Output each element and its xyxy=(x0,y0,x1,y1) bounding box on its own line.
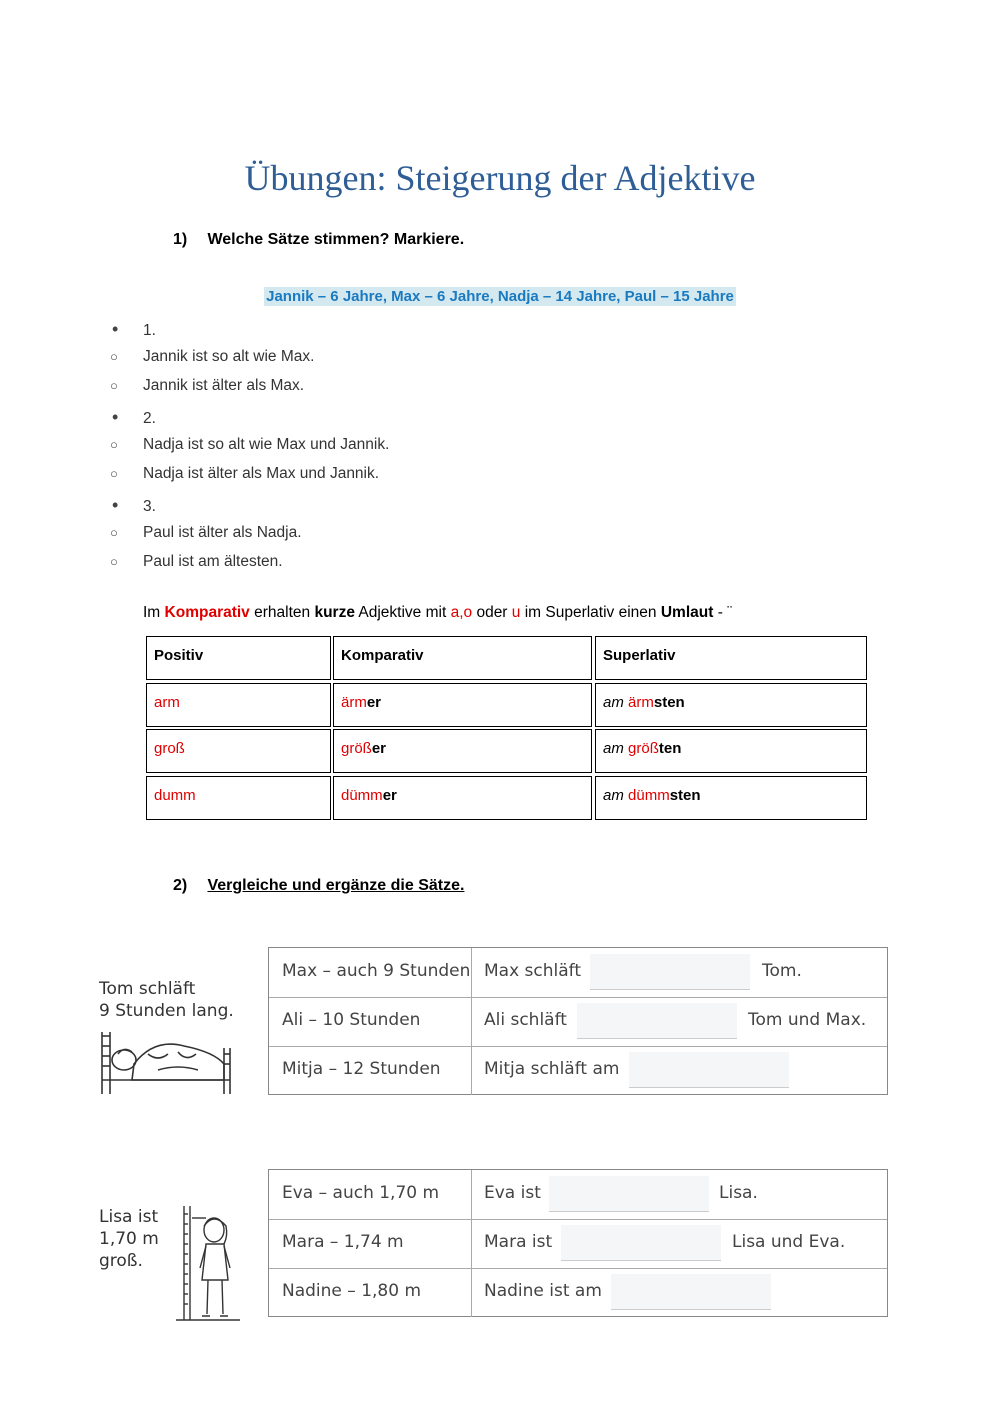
ending: er xyxy=(371,740,387,757)
task-2-heading xyxy=(173,877,464,895)
rule-keyword: Komparativ xyxy=(164,604,250,621)
fact-cell: Max – auch 9 Stunden xyxy=(269,948,472,997)
sentence-start: Ali schläft xyxy=(484,1010,567,1030)
page-title: Übungen: Steigerung der Adjektive xyxy=(244,158,756,198)
list-heading-label: 1. xyxy=(143,322,156,339)
stem: ärm xyxy=(628,694,654,711)
answer-input[interactable] xyxy=(549,1176,709,1212)
sentence-end: Lisa. xyxy=(719,1183,758,1203)
caption-line: 1,70 m xyxy=(99,1229,159,1249)
statement-text: Paul ist am ältesten. xyxy=(143,553,283,570)
list-heading-2 xyxy=(110,407,156,428)
radio-circle-icon[interactable]: ○ xyxy=(110,349,118,364)
umlaut-rule xyxy=(143,604,732,622)
rule-text: Adjektive mit xyxy=(354,604,451,621)
height-row xyxy=(269,1219,887,1269)
answer-input[interactable] xyxy=(561,1225,721,1261)
rule-keyword: kurze xyxy=(314,604,355,621)
fact-cell: Ali – 10 Stunden xyxy=(269,997,472,1046)
height-table xyxy=(268,1169,888,1317)
statement-option[interactable] xyxy=(110,436,389,454)
list-heading-label: 3. xyxy=(143,498,156,515)
sentence-start: Mitja schläft am xyxy=(484,1059,620,1079)
cell-komparativ xyxy=(333,729,592,773)
cell-positiv: groß xyxy=(146,729,331,773)
sleeping-boy-icon xyxy=(98,1024,234,1096)
task-1-heading xyxy=(173,231,464,249)
statement-option[interactable] xyxy=(110,348,314,366)
header-superlativ: Superlativ xyxy=(595,636,867,680)
rule-vowels: a,o xyxy=(450,604,473,621)
bullet-icon: • xyxy=(112,495,119,515)
cell-komparativ xyxy=(333,683,592,727)
cell-superlativ xyxy=(595,729,867,773)
cell-komparativ xyxy=(333,776,592,820)
fact-cell: Nadine – 1,80 m xyxy=(269,1268,472,1317)
cell-positiv: arm xyxy=(146,683,331,727)
rule-text: oder xyxy=(472,604,512,621)
task-2-text: Vergleiche und ergänze die Sätze. xyxy=(207,877,465,894)
sleep-row xyxy=(269,948,887,998)
fact-cell: Mitja – 12 Stunden xyxy=(269,1046,472,1095)
sentence-start: Eva ist xyxy=(484,1183,541,1203)
radio-circle-icon[interactable]: ○ xyxy=(110,378,118,393)
list-heading-3 xyxy=(110,495,156,516)
stem: dümm xyxy=(628,787,670,804)
sleep-row xyxy=(269,1046,887,1095)
cell-superlativ xyxy=(595,776,867,820)
caption-line: 9 Stunden lang. xyxy=(99,1001,234,1021)
sentence-start: Mara ist xyxy=(484,1232,553,1252)
radio-circle-icon[interactable]: ○ xyxy=(110,525,118,540)
sentence-end: Lisa und Eva. xyxy=(732,1232,846,1252)
ending: er xyxy=(382,787,397,804)
ending: ten xyxy=(658,740,682,757)
rule-text: erhalten xyxy=(249,604,315,621)
stem: größ xyxy=(341,740,372,757)
ages-line xyxy=(0,288,1000,305)
cell-superlativ xyxy=(595,683,867,727)
sentence-cell xyxy=(472,997,887,1046)
answer-input[interactable] xyxy=(611,1274,771,1310)
sentence-cell xyxy=(472,1046,887,1095)
sentence-cell xyxy=(472,1170,887,1219)
rule-keyword: Umlaut xyxy=(660,604,714,621)
header-positiv: Positiv xyxy=(146,636,331,680)
height-row xyxy=(269,1170,887,1220)
bullet-icon: • xyxy=(112,319,119,339)
task-1-text: Welche Sätze stimmen? Markiere. xyxy=(207,231,465,248)
rule-text: Im xyxy=(143,604,165,621)
sentence-cell xyxy=(472,1219,887,1268)
am-prefix: am xyxy=(603,694,629,711)
fact-cell: Mara – 1,74 m xyxy=(269,1219,472,1268)
rule-vowels: u xyxy=(511,604,521,621)
radio-circle-icon[interactable]: ○ xyxy=(110,554,118,569)
sleep-table xyxy=(268,947,888,1095)
bullet-icon: • xyxy=(112,407,119,427)
am-prefix: am xyxy=(603,740,629,757)
am-prefix: am xyxy=(603,787,629,804)
fact-cell: Eva – auch 1,70 m xyxy=(269,1170,472,1219)
sleep-caption xyxy=(99,978,234,1022)
caption-line: groß. xyxy=(99,1251,143,1271)
caption-line: Tom schläft xyxy=(99,979,196,999)
task-1-number: 1) xyxy=(173,231,188,248)
sentence-start: Max schläft xyxy=(484,961,582,981)
statement-text: Jannik ist älter als Max. xyxy=(143,377,305,394)
caption-line: Lisa ist xyxy=(99,1207,159,1227)
statement-option[interactable] xyxy=(110,377,304,395)
header-komparativ: Komparativ xyxy=(333,636,592,680)
answer-input[interactable] xyxy=(590,954,750,990)
height-caption xyxy=(99,1206,159,1272)
statement-option[interactable] xyxy=(110,524,302,542)
answer-input[interactable] xyxy=(577,1003,737,1039)
sentence-cell xyxy=(472,948,887,997)
ending: sten xyxy=(653,694,685,711)
answer-input[interactable] xyxy=(629,1052,789,1088)
statement-text: Jannik ist so alt wie Max. xyxy=(143,348,315,365)
sleep-row xyxy=(269,997,887,1047)
height-row xyxy=(269,1268,887,1317)
statement-option[interactable] xyxy=(110,465,379,483)
sentence-end: Tom. xyxy=(762,961,802,981)
girl-measuring-height-icon xyxy=(172,1204,244,1322)
stem: ärm xyxy=(341,694,367,711)
sentence-start: Nadine ist am xyxy=(484,1281,602,1301)
statement-text: Nadja ist so alt wie Max und Jannik. xyxy=(143,436,390,453)
statement-text: Paul ist älter als Nadja. xyxy=(143,524,302,541)
stem: dümm xyxy=(341,787,383,804)
sentence-end: Tom und Max. xyxy=(748,1010,867,1030)
radio-circle-icon[interactable]: ○ xyxy=(110,466,118,481)
stem: größ xyxy=(628,740,659,757)
cell-positiv: dumm xyxy=(146,776,331,820)
statement-text: Nadja ist älter als Max und Jannik. xyxy=(143,465,380,482)
list-heading-label: 2. xyxy=(143,410,156,427)
sentence-cell xyxy=(472,1268,887,1317)
task-2-number: 2) xyxy=(173,877,188,894)
rule-text: - ¨ xyxy=(713,604,733,621)
rule-text: im Superlativ einen xyxy=(520,604,661,621)
ages-text: Jannik – 6 Jahre, Max – 6 Jahre, Nadja – 14 Jahre, Paul – 15 Jahre xyxy=(266,288,734,305)
list-heading-1 xyxy=(110,319,156,340)
ending: sten xyxy=(669,787,701,804)
ending: er xyxy=(366,694,382,711)
radio-circle-icon[interactable]: ○ xyxy=(110,437,118,452)
statement-option[interactable] xyxy=(110,553,283,571)
